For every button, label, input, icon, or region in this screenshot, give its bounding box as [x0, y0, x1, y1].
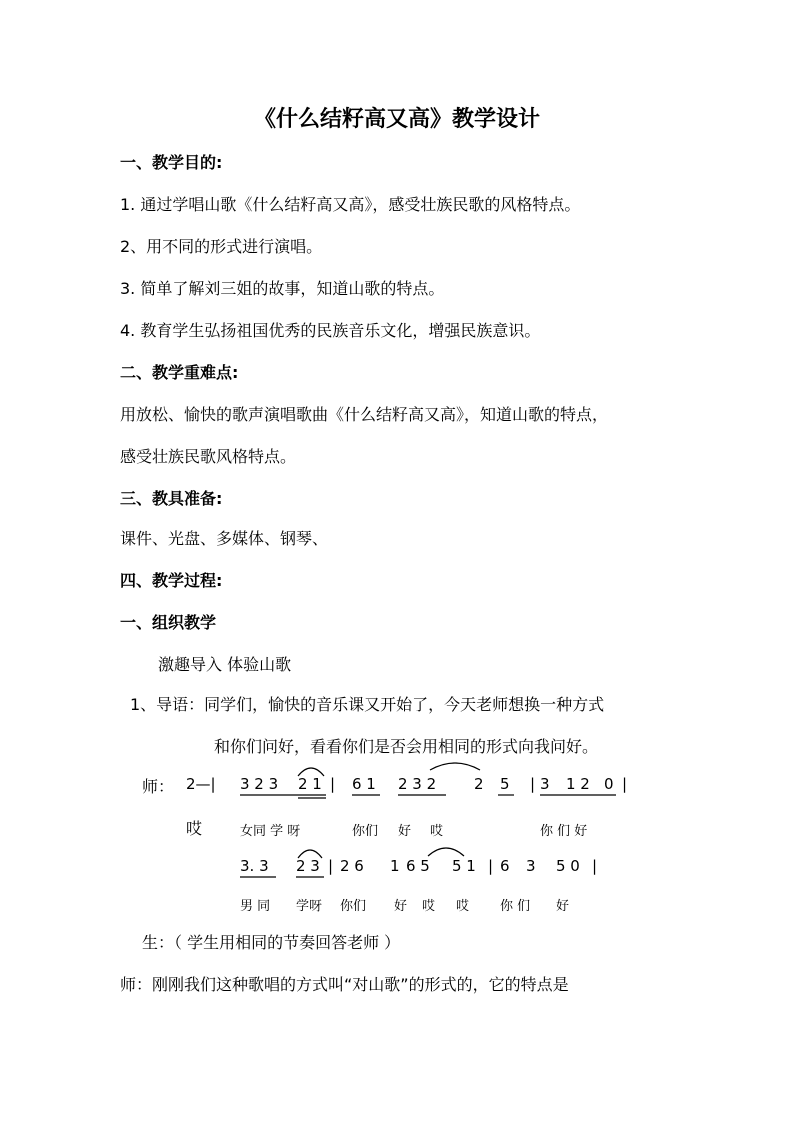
note: 5 0: [556, 857, 580, 875]
lyric: 男 同: [240, 899, 271, 914]
note: 5 1: [452, 857, 476, 875]
note: 6 1: [352, 775, 376, 793]
barline: |: [622, 775, 628, 793]
student-line: 生：（ 学生用相同的节奏回答老师 ）: [142, 933, 401, 952]
lyric: 你们: [352, 824, 379, 839]
objective-item-3: 3. 简单了解刘三姐的故事，知道山歌的特点。: [120, 279, 445, 298]
barline: |: [328, 857, 334, 875]
note: 1 2: [566, 775, 590, 793]
lyric: 你 们 好: [540, 824, 588, 839]
section-heading-objectives: 一、教学目的:: [120, 153, 223, 172]
note: 1: [390, 857, 400, 875]
lyric: 学呀: [296, 899, 323, 914]
section-heading-process: 四、教学过程:: [120, 571, 223, 590]
tie-mark: [298, 768, 324, 776]
tie-mark: [428, 848, 464, 856]
lyric: 哎: [186, 819, 203, 838]
lyric: 女同 学 呀: [240, 824, 301, 839]
lyric: 你们: [340, 899, 367, 914]
objective-item-1: 1. 通过学唱山歌《什么结籽高又高》，感受壮族民歌的风格特点。: [120, 195, 581, 214]
lyric: 哎: [422, 899, 436, 914]
note: 2: [474, 775, 484, 793]
lyric: 哎: [430, 824, 444, 839]
lyric: 好: [556, 899, 570, 914]
note: 5: [500, 775, 510, 793]
note: 6 5: [406, 857, 430, 875]
subsection-heading-organize: 一、组织教学: [120, 613, 217, 632]
guide-line-2: 和你们问好，看看你们是否会用相同的形式向我问好。: [214, 737, 599, 756]
section-heading-materials: 三、教具准备:: [120, 489, 223, 508]
tie-mark: [430, 763, 480, 770]
note: 3: [526, 857, 536, 875]
subsection-text-intro: 激趣导入 体验山歌: [158, 655, 292, 674]
barline: |: [592, 857, 598, 875]
guide-line-1: 1、导语：同学们，愉快的音乐课又开始了，今天老师想换一种方式: [130, 695, 605, 714]
key-points-line-2: 感受壮族民歌风格特点。: [120, 447, 297, 466]
note: 2—|: [186, 775, 216, 793]
note: 3 2 3: [240, 775, 279, 793]
objective-item-4: 4. 教育学生弘扬祖国优秀的民族音乐文化，增强民族意识。: [120, 321, 541, 340]
lyric: 好: [394, 899, 408, 914]
note: 2 3: [296, 857, 320, 875]
key-points-line-1: 用放松、愉快的歌声演唱歌曲《什么结籽高又高》，知道山歌的特点，: [120, 405, 609, 424]
materials-text: 课件、光盘、多媒体、钢琴、: [120, 529, 329, 548]
objective-item-2: 2、用不同的形式进行演唱。: [120, 237, 323, 256]
note: 3. 3: [240, 857, 269, 875]
page-title: 《什么结籽高又高》教学设计: [253, 107, 540, 132]
barline: |: [488, 857, 494, 875]
barline: |: [530, 775, 536, 793]
note: 6: [500, 857, 510, 875]
barline: |: [330, 775, 336, 793]
teacher-label: 师：: [142, 777, 175, 796]
note: 2 6: [340, 857, 364, 875]
note: 2 3 2: [398, 775, 437, 793]
notation-marks: [0, 760, 794, 880]
teacher-explanation-line: 师：刚刚我们这种歌唱的方式叫“对山歌”的形式的，它的特点是: [120, 975, 569, 994]
lyric: 哎: [456, 899, 470, 914]
note: 3: [540, 775, 550, 793]
lyric: 好: [398, 824, 412, 839]
tie-mark: [298, 850, 322, 858]
note: 2 1: [298, 775, 322, 793]
note: 0: [604, 775, 614, 793]
section-heading-key-points: 二、教学重难点:: [120, 363, 239, 382]
lyric: 你 们: [500, 899, 531, 914]
